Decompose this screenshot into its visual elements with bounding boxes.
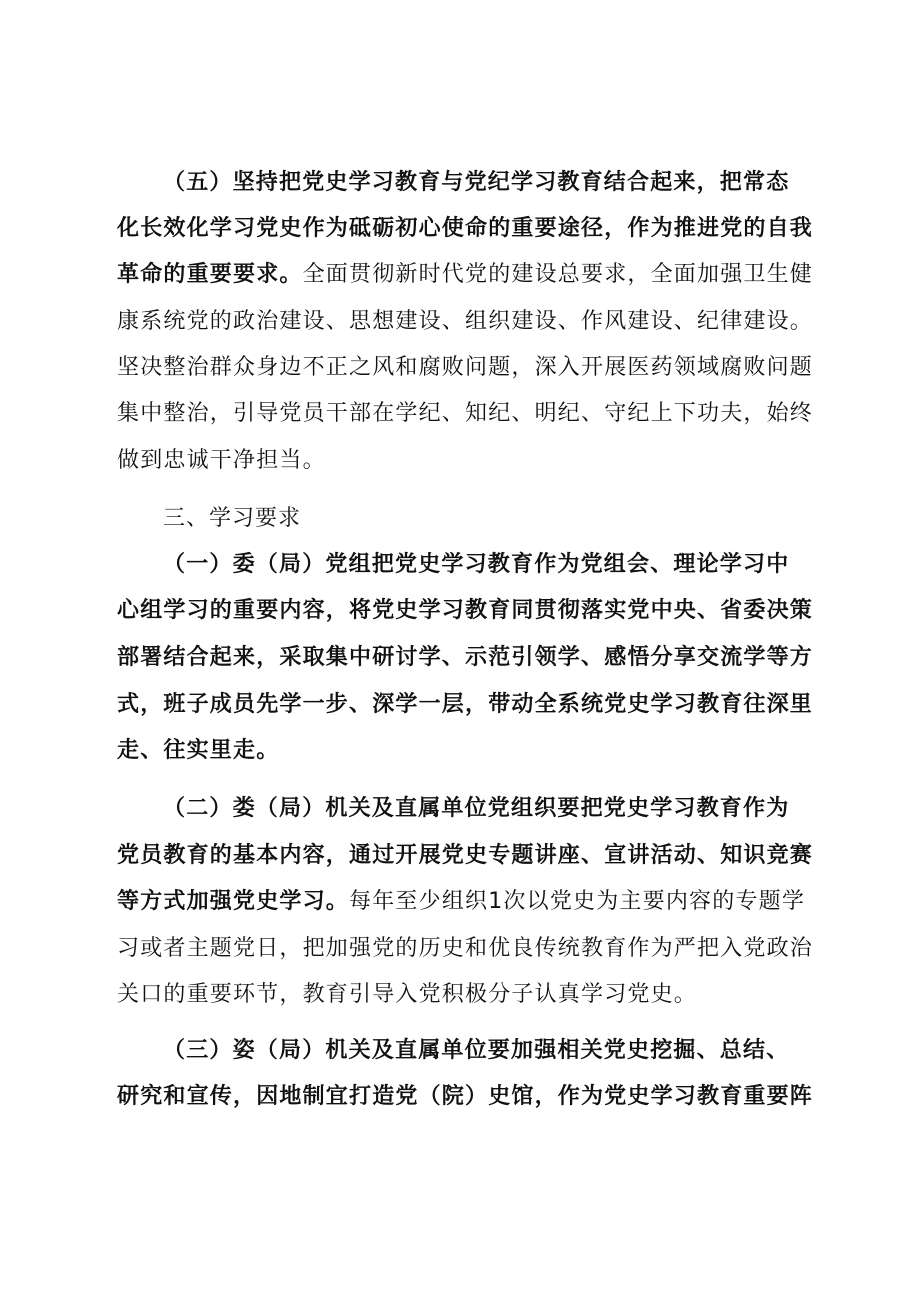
para5-line-5: 坚决整治群众身边不正之风和腐败问题，深入开展医药领域腐败问题 xyxy=(117,355,814,380)
item1-line-5: 走、往实里走。 xyxy=(117,738,280,763)
item2-line-1: （二）娄（局）机关及直属单位党组织要把党史学习教育作为 xyxy=(163,796,790,821)
item2-line-3 xyxy=(117,887,805,917)
section-heading: 三、学习要求 xyxy=(163,506,302,531)
para5-line-4: 康系统党的政治建设、思想建设、组织建设、作风建设、纪律建设。 xyxy=(117,309,814,334)
item2-line-2: 党员教育的基本内容，通过开展党史专题讲座、宣讲活动、知识竞赛 xyxy=(117,843,814,868)
item2-line-4: 习或者主题党日，把加强党的历史和优良传统教育作为严把入党政治 xyxy=(117,936,814,961)
item1-line-2: 心组学习的重要内容，将党史学习教育同贯彻落实党中央、省委决策 xyxy=(117,598,814,623)
para5-line-1: （五）坚持把党史学习教育与党纪学习教育结合起来，把常态 xyxy=(163,170,790,195)
para5-line-7: 做到忠诚干净担当。 xyxy=(117,448,326,473)
para5-line-3-rest: 全面贯彻新时代党的建设总要求，全面加强卫生健 xyxy=(302,262,814,287)
item3-line-2: 研究和宣传，因地制宜打造党（院）史馆，作为党史学习教育重要阵 xyxy=(117,1084,814,1109)
item2-line-3-rest: 每年至少组织1次以党史为主要内容的专题学 xyxy=(349,889,806,914)
item2-line-3-bold: 等方式加强党史学习。 xyxy=(117,889,350,914)
para5-line-3 xyxy=(117,260,813,290)
item3-line-1: （三）姿（局）机关及直属单位要加强相关党史挖掘、总结、 xyxy=(163,1038,790,1063)
para5-line-2: 化长效化学习党史作为砥砺初心使命的重要途径，作为推进党的自我 xyxy=(117,216,814,241)
item1-line-4: 式，班子成员先学一步、深学一层，带动全系统党史学习教育往深里 xyxy=(117,692,814,717)
item1-line-1: （一）委（局）党组把党史学习教育作为党组会、理论学习中 xyxy=(163,552,790,577)
para5-line-6: 集中整治，引导党员干部在学纪、知纪、明纪、守纪上下功夫，始终 xyxy=(117,401,814,426)
item2-line-5: 关口的重要环节，教育引导入党积极分子认真学习党史。 xyxy=(117,982,698,1007)
para5-line-3-bold: 革命的重要要求。 xyxy=(117,262,303,287)
item1-line-3: 部署结合起来，采取集中研讨学、示范引领学、感悟分享交流学等方 xyxy=(117,645,814,670)
